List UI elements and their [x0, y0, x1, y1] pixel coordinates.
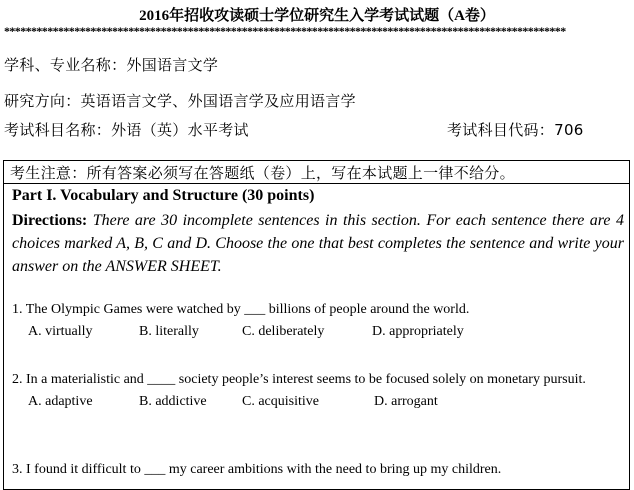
part-heading: Part I. Vocabulary and Structure (30 points): [12, 187, 315, 204]
question-box: [3, 160, 630, 490]
research-direction-line: 研究方向：英语语言文学、外国语言学及应用语言学: [4, 92, 356, 110]
directions: [12, 209, 624, 278]
course-name: 考试科目名称：外语（英）水平考试: [4, 121, 249, 139]
question-1: [12, 299, 624, 343]
candidate-notice: 考生注意：所有答案必须写在答题纸（卷）上，写在本试题上一律不给分。: [10, 164, 515, 182]
option-d: D. appropriately: [372, 324, 464, 339]
subject-line: 学科、专业名称：外国语言文学: [4, 56, 219, 74]
question-2: [12, 369, 624, 413]
option-row: [12, 321, 624, 343]
option-c: C. acquisitive: [242, 394, 319, 409]
question-stem: 1. The Olympic Games were watched by ___ billions of people around the world.: [12, 302, 470, 317]
option-a: A. virtually: [28, 324, 93, 339]
star-divider: ********************************************************************************************************: [4, 24, 566, 38]
course-code: 考试科目代码：706: [447, 121, 584, 139]
option-a: A. adaptive: [28, 394, 93, 409]
directions-label: Directions:: [12, 212, 88, 229]
option-b: B. addictive: [139, 394, 207, 409]
directions-text: There are 30 incomplete sentences in this section. For each sentence there are 4 choices marked A, B, C and D. Choose the one that best completes the sentence and write your answer on the ANSWER SHEET.: [12, 212, 624, 275]
question-3: [12, 459, 624, 481]
option-d: D. arrogant: [374, 394, 438, 409]
question-stem: 2. In a materialistic and ____ society people’s interest seems to be focused solely on monetary pursuit.: [12, 372, 586, 387]
exam-title: 2016年招收攻读硕士学位研究生入学考试试题（A卷）: [139, 8, 495, 24]
option-row: [12, 391, 624, 413]
question-stem: 3. I found it difficult to ___ my career ambitions with the need to bring up my children.: [12, 462, 502, 477]
option-b: B. literally: [139, 324, 199, 339]
option-c: C. deliberately: [242, 324, 325, 339]
course-line: [4, 119, 584, 140]
notice-divider: [4, 183, 629, 184]
